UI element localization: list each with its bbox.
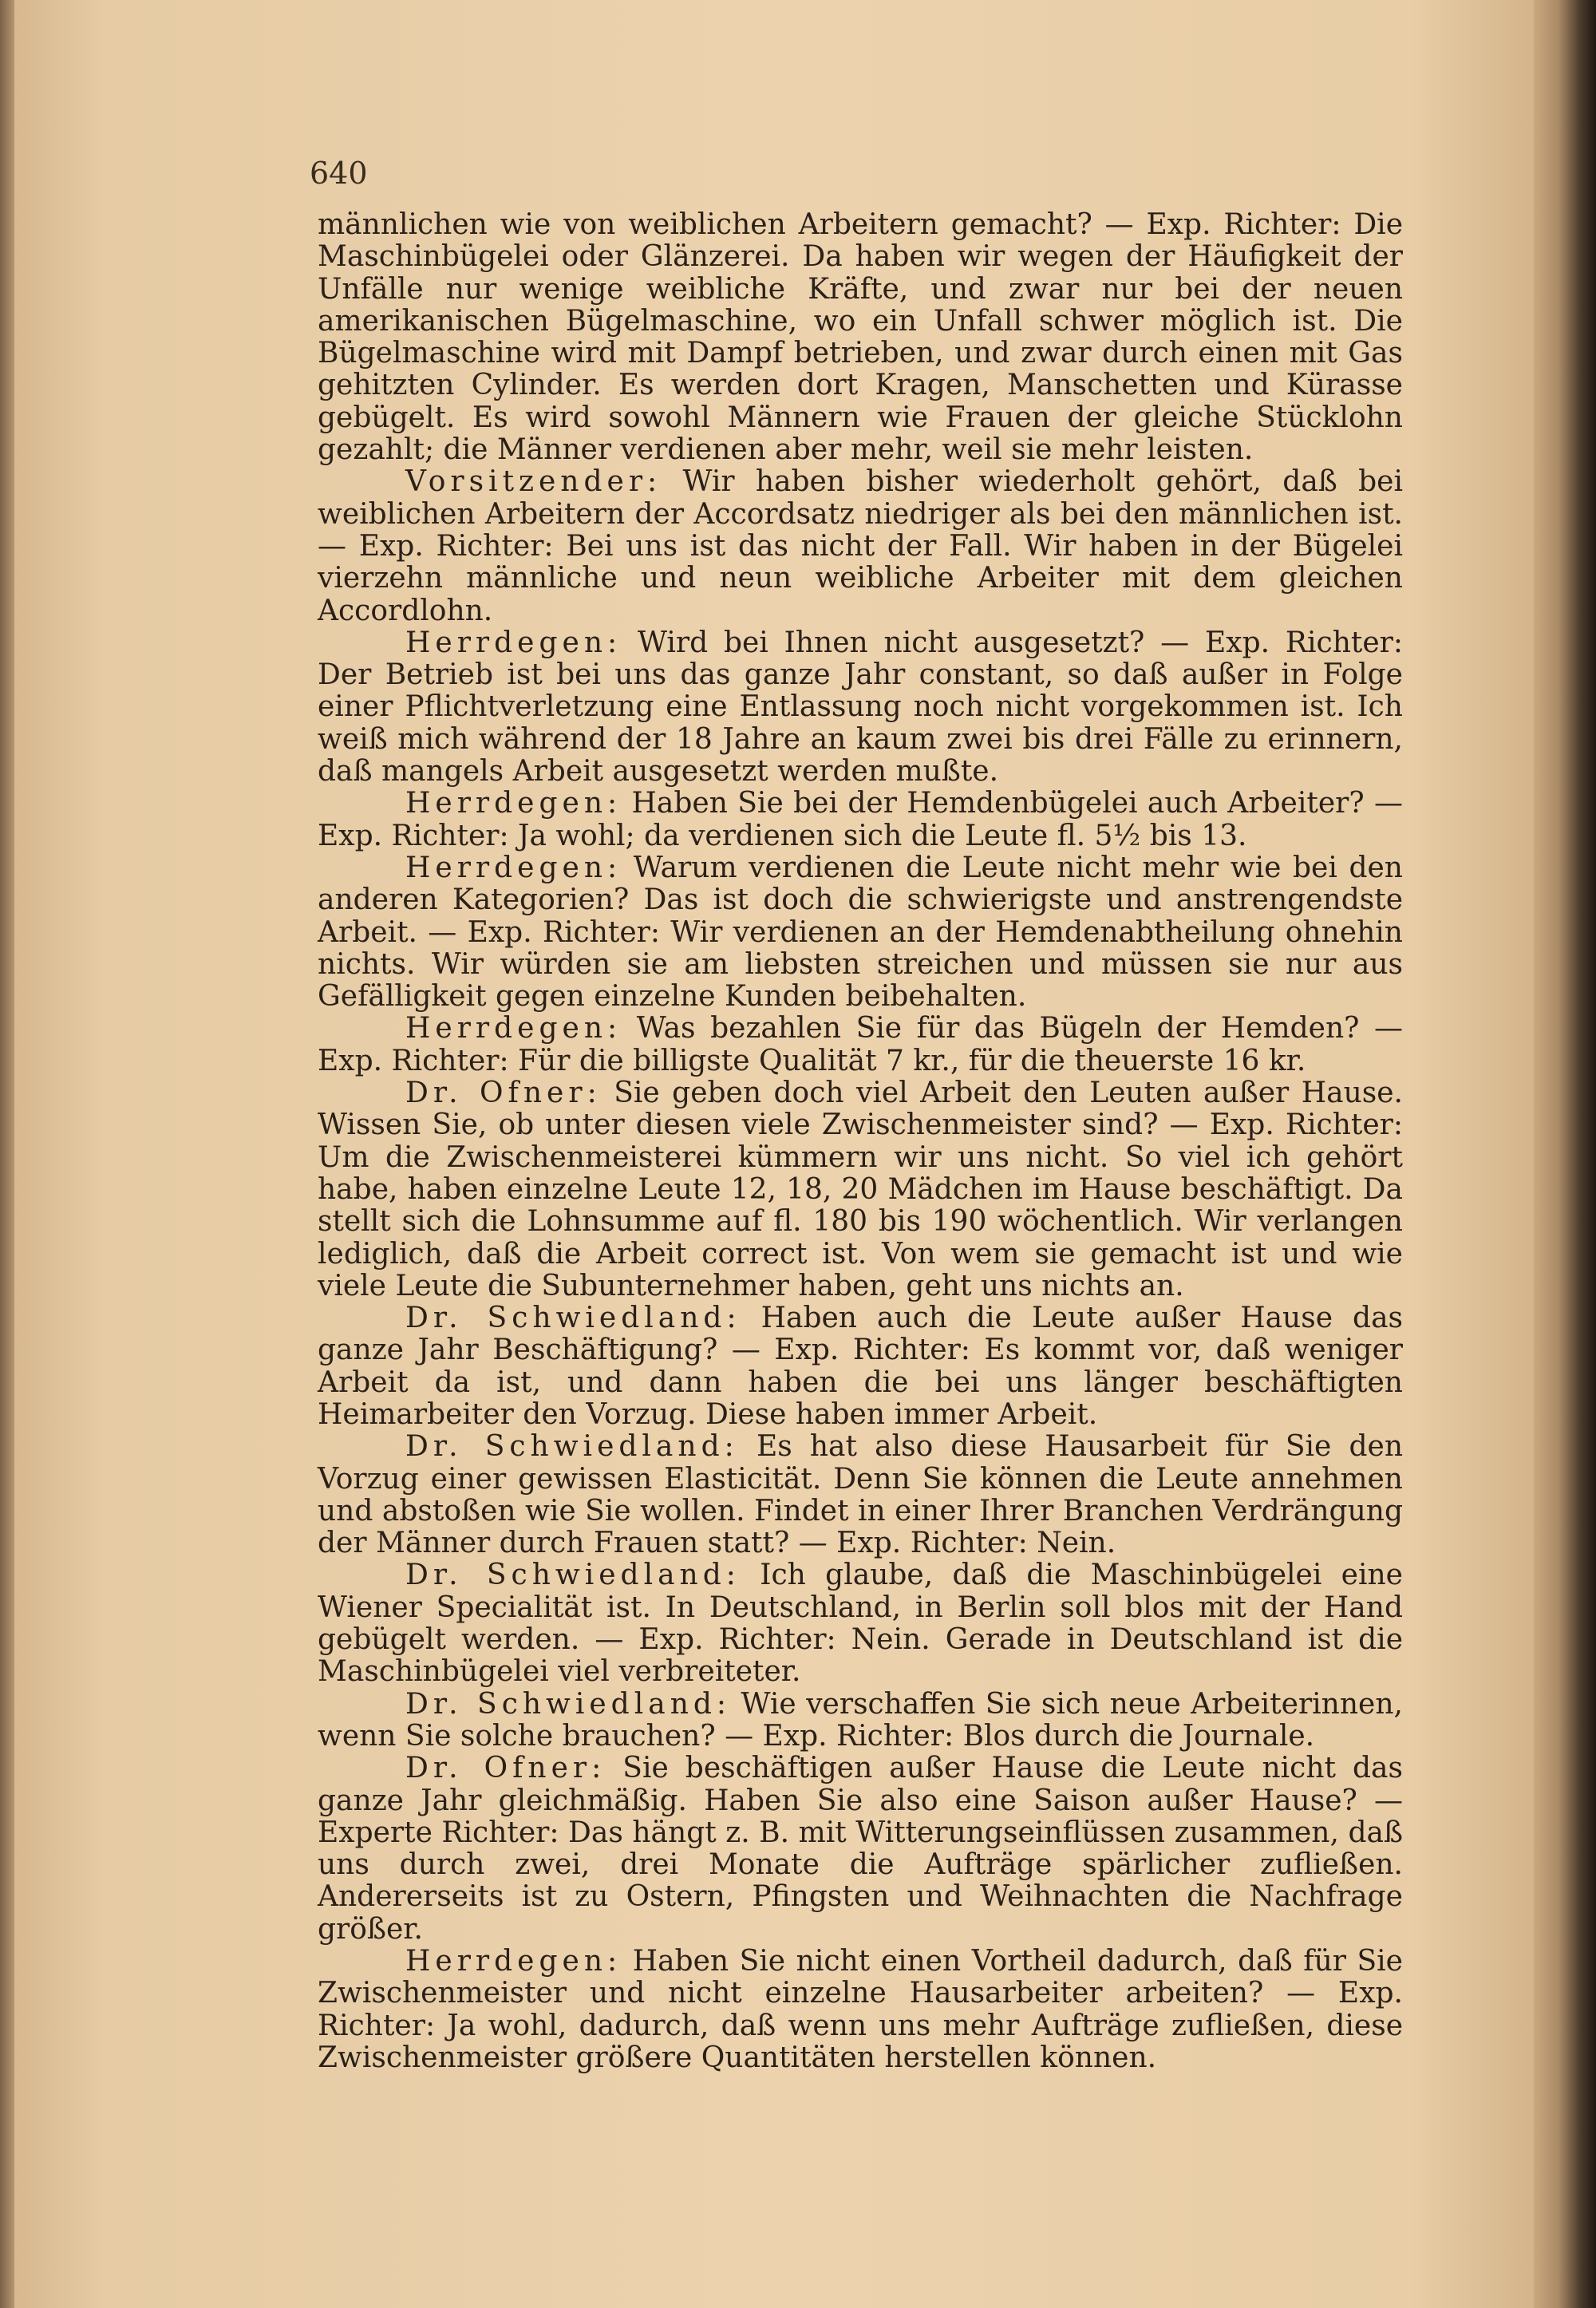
book-edge-shadow: [1534, 0, 1596, 2308]
paragraph-text: männlichen wie von weiblichen Arbeitern gemacht? — Exp. Richter: Die Maschinbügelei oder Glänzerei. Da haben wir wegen der Häufigkeit der Unfälle nur wenige weibliche Kräfte, und zwar nur bei der neuen amerikanischen Bügelmaschine, wo ein Unfall schwer möglich ist. Die Bügelmaschine wird mit Dampf betrieben, und zwar durch einen mit Gas gehitzten Cylinder. Es werden dort Kragen, Manschetten und Kürasse gebügelt. Es wird sowohl Männern wie Frauen der gleiche Stücklohn gezahlt; die Männer verdienen aber mehr, weil sie mehr leisten.: [318, 208, 1403, 467]
paragraph: [318, 1302, 1403, 1431]
paragraph: [318, 1753, 1403, 1946]
speaker-name: Dr. Ofner:: [405, 1077, 602, 1110]
paragraph: [318, 1077, 1403, 1302]
paragraph-text: Warum verdienen die Leute nicht mehr wie bei den anderen Kategorien? Das ist doch die schwierigste und anstrengendste Arbeit. — Exp. Richter: Wir verdienen an der Hemdenabtheilung ohnehin nichts. Wir würden sie am liebsten streichen und müssen sie nur aus Gefälligkeit gegen einzelne Kunden beibehalten.: [318, 851, 1403, 1014]
paragraph-text: Wie verschaffen Sie sich neue Arbeiterinnen, wenn Sie solche brauchen? — Exp. Richter: Blos durch die Journale.: [318, 1687, 1403, 1753]
book-spine-shadow: [0, 0, 14, 2308]
speaker-name: Herrdegen:: [405, 626, 622, 659]
paragraph: [318, 852, 1403, 1013]
page-number: 640: [310, 156, 368, 191]
speaker-name: Vorsitzender:: [405, 465, 662, 499]
paragraph-text: Was bezahlen Sie für das Bügeln der Hemden? — Exp. Richter: Für die billigste Qualität 7 kr., für die theuerste 16 kr.: [318, 1012, 1403, 1077]
paragraph-text: Haben auch die Leute außer Hause das ganze Jahr Beschäftigung? — Exp. Richter: Es kommt vor, daß weniger Arbeit da ist, und dann haben die bei uns länger beschäftigten Heimarbeiter den Vorzug. Diese haben immer Arbeit.: [318, 1302, 1404, 1431]
speaker-name: Dr. Schwiedland:: [405, 1430, 739, 1464]
paragraph: [318, 466, 1403, 626]
paragraph-text: Haben Sie bei der Hemdenbügelei auch Arbeiter? — Exp. Richter: Ja wohl; da verdienen sich die Leute fl. 5½ bis 13.: [318, 787, 1403, 852]
paragraph-text: Haben Sie nicht einen Vortheil dadurch, daß für Sie Zwischenmeister und nicht einzelne Hausarbeiter arbeiten? — Exp. Richter: Ja wohl, dadurch, daß wenn uns mehr Aufträge zufließen, diese Zwischenmeister größere Quantitäten herstellen können.: [318, 1945, 1403, 2074]
paragraph-text: Wird bei Ihnen nicht ausgesetzt? — Exp. Richter: Der Betrieb ist bei uns das ganze Jahr constant, so daß außer in Folge einer Pflichtverletzung eine Entlassung noch nicht vorgekommen ist. Ich weiß mich während der 18 Jahre an kaum zwei bis drei Fälle zu erinnern, daß mangels Arbeit ausgesetzt werden mußte.: [318, 626, 1403, 788]
paragraph: [318, 1559, 1403, 1688]
paragraph: [318, 788, 1403, 852]
body-text: [318, 209, 1403, 2074]
paragraph-text: Sie geben doch viel Arbeit den Leuten außer Hause. Wissen Sie, ob unter diesen viele Zwischenmeister sind? — Exp. Richter: Um die Zwischenmeisterei kümmern wir uns nicht. So viel ich gehört habe, haben einzelne Leute 12, 18, 20 Mädchen im Hause beschäftigt. Da stellt sich die Lohnsumme auf fl. 180 bis 190 wöchentlich. Wir verlangen lediglich, daß die Arbeit correct ist. Von wem sie gemacht ist und wie viele Leute die Subunternehmer haben, geht uns nichts an.: [318, 1077, 1403, 1302]
speaker-name: Dr. Schwiedland:: [405, 1559, 741, 1592]
paragraph-text: Es hat also diese Hausarbeit für Sie den Vorzug einer gewissen Elasticität. Denn Sie können die Leute annehmen und abstoßen wie Sie wollen. Findet in einer Ihrer Branchen Verdrängung der Männer durch Frauen statt? — Exp. Richter: Nein.: [318, 1430, 1403, 1560]
speaker-name: Herrdegen:: [405, 851, 622, 884]
book-page: [14, 0, 1534, 2308]
paragraph: [318, 1946, 1403, 2074]
paragraph: [318, 1013, 1403, 1077]
paragraph: [318, 209, 1403, 466]
speaker-name: Dr. Schwiedland:: [405, 1302, 741, 1335]
paragraph: [318, 627, 1403, 788]
speaker-name: Herrdegen:: [405, 1012, 622, 1045]
paragraph-text: Sie beschäftigen außer Hause die Leute nicht das ganze Jahr gleichmäßig. Haben Sie also eine Saison außer Hause? — Experte Richter: Das hängt z. B. mit Witterungseinflüssen zusammen, daß uns durch zwei, drei Monate die Aufträge spärlicher zufließen. Andererseits ist zu Ostern, Pfingsten und Weihnachten die Nachfrage größer.: [318, 1752, 1403, 1946]
speaker-name: Herrdegen:: [405, 1945, 622, 1978]
paragraph: [318, 1431, 1403, 1559]
speaker-name: Herrdegen:: [405, 787, 622, 820]
speaker-name: Dr. Ofner:: [405, 1752, 606, 1785]
speaker-name: Dr. Schwiedland:: [405, 1687, 732, 1721]
paragraph: [318, 1689, 1403, 1753]
paragraph-text: Ich glaube, daß die Maschinbügelei eine Wiener Specialität ist. In Deutschland, in Berlin soll blos mit der Hand gebügelt werden. — Exp. Richter: Nein. Gerade in Deutschland ist die Maschinbügelei viel verbreiteter.: [318, 1559, 1403, 1689]
paragraph-text: Wir haben bisher wiederholt gehört, daß bei weiblichen Arbeitern der Accordsatz niedriger als bei den männlichen ist. — Exp. Richter: Bei uns ist das nicht der Fall. Wir haben in der Bügelei vierzehn männliche und neun weibliche Arbeiter mit dem gleichen Accordlohn.: [318, 465, 1403, 627]
